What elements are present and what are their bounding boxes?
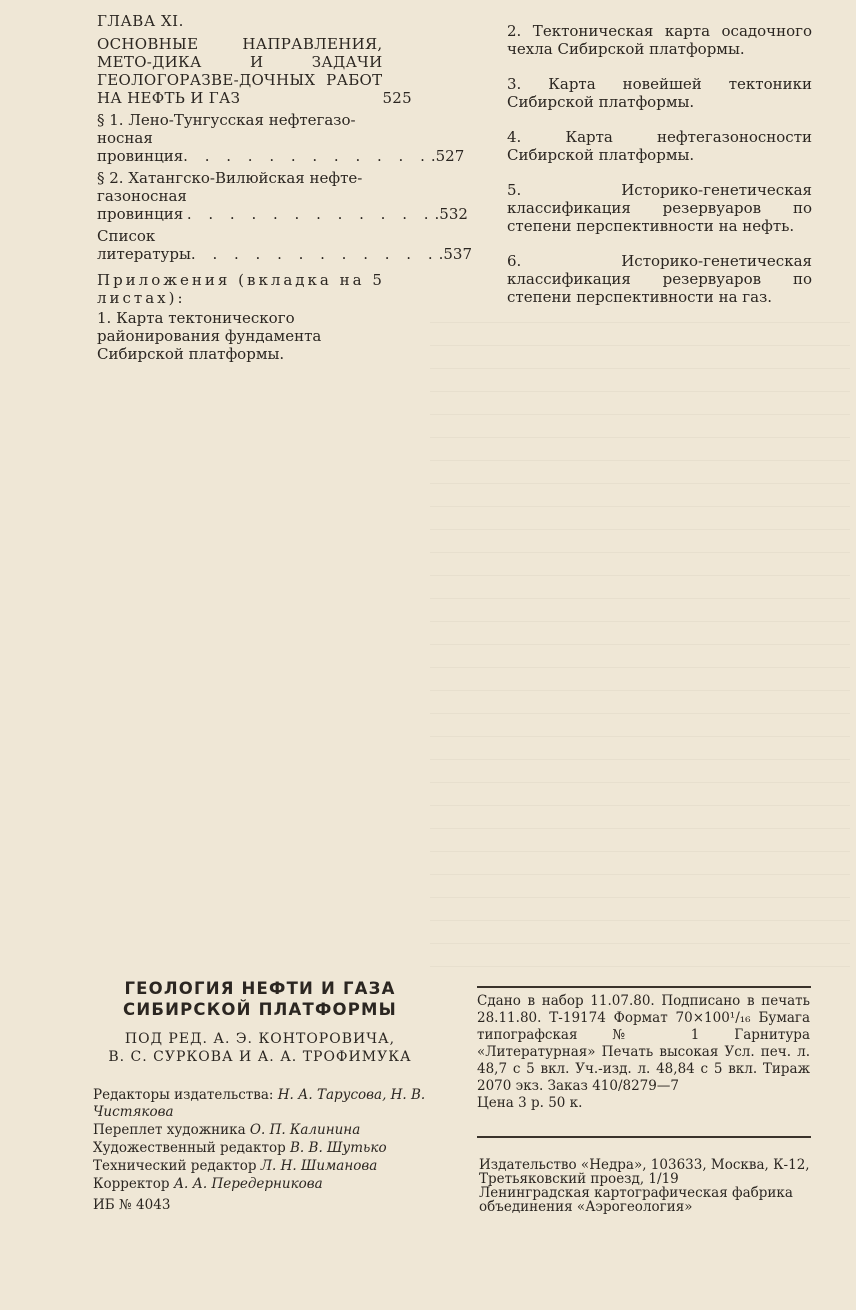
appendix-item: 5. Историко-генетическая классификация резервуаров по степени перспективности на нефть. <box>507 181 812 235</box>
credit-name: А. А. Передерникова <box>173 1176 323 1192</box>
book-editors-line2: В. С. СУРКОВА И А. А. ТРОФИМУКА <box>108 1049 412 1065</box>
book-title-line1: ГЕОЛОГИЯ НЕФТИ И ГАЗА <box>124 979 396 998</box>
literature-label: Список литературы <box>97 227 191 263</box>
credit-name: В. В. Шутько <box>290 1140 387 1156</box>
credit-name: Н. А. Тарусова, Н. В. Чистякова <box>93 1087 426 1120</box>
show-through-texture <box>430 300 850 980</box>
publisher-block <box>479 1158 814 1214</box>
imprint-block <box>477 993 810 1112</box>
toc-section-line2: газоносная провинция <box>97 187 187 223</box>
appendix-item: 3. Карта новейшей тектоники Сибирской платформы. <box>507 75 812 111</box>
toc-section-page: .527 <box>430 147 465 165</box>
toc-section-entry <box>97 111 465 165</box>
appendix-item: 4. Карта нефтегазоносности Сибирской платформы. <box>507 128 812 164</box>
credit-editors <box>93 1087 433 1121</box>
credit-label: Редакторы издательства: <box>93 1087 274 1103</box>
chapter-title: ОСНОВНЫЕ НАПРАВЛЕНИЯ, МЕТО-ДИКА И ЗАДАЧИ ГЕОЛОГОРАЗВЕ-ДОЧНЫХ РАБОТ НА НЕФТЬ И ГАЗ <box>97 35 383 107</box>
publisher-line: Третьяковский проезд, 1/19 <box>479 1171 679 1187</box>
credits-block <box>93 1087 433 1215</box>
leader-dots: . . . . . . . . . . . . <box>190 245 439 263</box>
appendix-item: 6. Историко-генетическая классификация резервуаров по степени перспективности на газ. <box>507 252 812 306</box>
left-contents <box>97 12 472 363</box>
imprint-text: Сдано в набор 11.07.80. Подписано в печать 28.11.80. Т-19174 Формат 70×100¹/₁₆ Бумага типографская № 1 Гарнитура «Литературная» Печать высокая Усл. печ. л. 48,7 с 5 вкл. Уч.-изд. л. 48,84 с 5 вкл. Тираж 2070 экз. Заказ 410/8279—7 <box>477 993 810 1094</box>
toc-section-line2: носная провинция <box>97 129 184 165</box>
publisher-line: объединения «Аэрогеология» <box>479 1199 693 1215</box>
literature-page: .537 <box>438 245 472 263</box>
chapter-title-entry <box>97 35 412 107</box>
credit-cover <box>93 1122 433 1139</box>
ib-number: ИБ № 4043 <box>93 1197 171 1213</box>
credit-proofreader <box>93 1176 433 1193</box>
toc-section-entry <box>97 169 468 223</box>
appendix-item: 2. Тектоническая карта осадочного чехла Сибирской платформы. <box>507 22 812 58</box>
toc-section-line1: § 1. Лено-Тунгусская нефтегазо- <box>97 111 356 129</box>
leader-dots: . . . . . . . . . . . . <box>183 147 431 165</box>
credit-art-editor <box>93 1140 433 1157</box>
price: Цена 3 р. 50 к. <box>477 1095 583 1111</box>
chapter-page: 525 <box>382 89 412 107</box>
credit-label: Переплет художника <box>93 1122 246 1138</box>
appendix-heading: Приложения (вкладка на 5 листах): <box>97 271 385 307</box>
right-contents <box>507 22 812 323</box>
appendix-item: 1. Карта тектонического районирования фундамента Сибирской платформы. <box>97 309 322 363</box>
imprint-bottom-rule <box>477 1136 811 1138</box>
credit-name: Л. Н. Шиманова <box>260 1158 378 1174</box>
chapter-label: ГЛАВА XI. <box>97 12 184 30</box>
toc-section-line1: § 2. Хатангско-Вилюйская нефте- <box>97 169 363 187</box>
leader-dots: . . . . . . . . . . . . <box>186 205 435 223</box>
toc-section-page: .532 <box>434 205 468 223</box>
credit-tech-editor <box>93 1158 433 1175</box>
publisher-line: Издательство «Недра», 103633, Москва, К-12, <box>479 1157 810 1173</box>
book-editors-line1: ПОД РЕД. А. Э. КОНТОРОВИЧА, <box>124 1031 396 1047</box>
toc-literature-entry <box>97 227 472 263</box>
credit-label: Технический редактор <box>93 1158 257 1174</box>
book-title-line2: СИБИРСКОЙ ПЛАТФОРМЫ <box>123 1000 397 1019</box>
imprint-top-rule <box>477 986 811 988</box>
credit-label: Художественный редактор <box>93 1140 286 1156</box>
book-title-block <box>100 978 420 1066</box>
credit-name: О. П. Калинина <box>249 1122 361 1138</box>
publisher-line: Ленинградская картографическая фабрика <box>479 1185 793 1201</box>
credit-label: Корректор <box>93 1176 170 1192</box>
